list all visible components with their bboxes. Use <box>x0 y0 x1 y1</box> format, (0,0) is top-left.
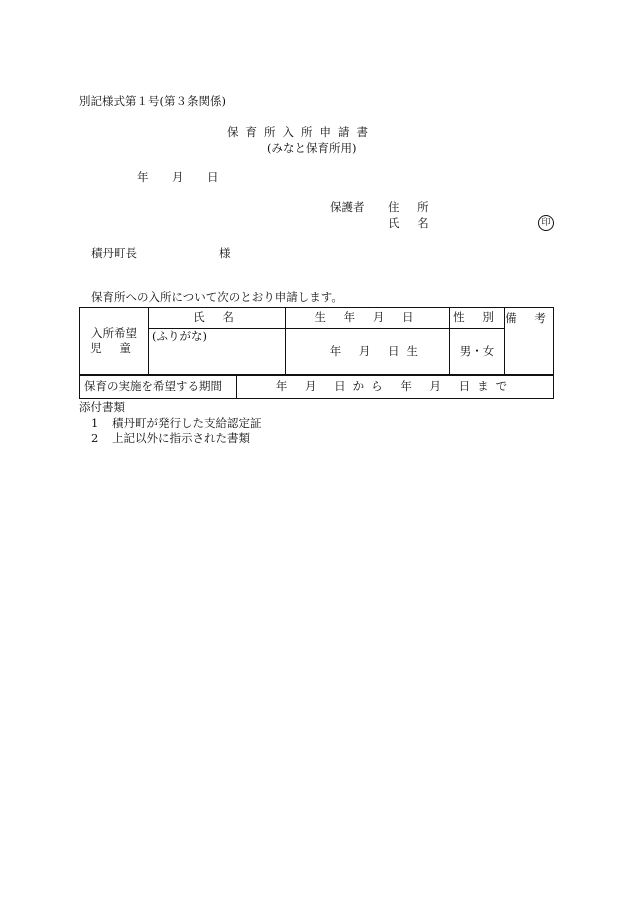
date-year: 年 <box>137 170 149 184</box>
attachment-item: 1 積丹町が発行した支給認定証 <box>91 416 262 430</box>
child-birthdate-cell[interactable]: 年 月 日生 <box>286 329 450 375</box>
birthdate-header: 生 年 月 日 <box>286 308 450 329</box>
form-number: 別記様式第１号(第３条関係) <box>79 94 226 108</box>
child-name-cell[interactable] <box>149 329 286 375</box>
name-header: 氏 名 <box>149 308 286 329</box>
sex-header: 性 別 <box>450 308 505 329</box>
remarks-cell <box>505 308 554 375</box>
intro-text: 保育所への入所について次のとおり申請します。 <box>91 290 343 304</box>
attachments-heading: 添付書類 <box>79 400 125 414</box>
child-row-label: 入所希望 児 童 <box>80 308 149 375</box>
attachment-item: 2 上記以外に指示された書類 <box>91 431 250 445</box>
form-subtitle: (みなと保育所用) <box>267 141 357 155</box>
addressee-honorific: 様 <box>219 246 231 260</box>
guardian-label: 保護者 <box>330 200 365 214</box>
child-info-table <box>79 307 554 375</box>
date-month: 月 <box>172 170 184 184</box>
guardian-address-label: 住 所 <box>388 200 436 214</box>
child-sex-cell[interactable]: 男・女 <box>450 329 505 375</box>
period-table <box>79 375 554 399</box>
guardian-name-label: 氏 名 <box>388 216 436 230</box>
date-day: 日 <box>207 170 219 184</box>
period-label: 保育の実施を希望する期間 <box>80 376 237 399</box>
remarks-header: 備 考 <box>505 311 553 325</box>
furigana-label: (ふりがな) <box>152 329 207 343</box>
seal-mark: 印 <box>538 215 554 231</box>
form-title: 保育所入所申請書 <box>227 125 375 139</box>
addressee-name: 積丹町長 <box>91 246 137 260</box>
period-value[interactable]: 年 月 日から 年 月 日まで <box>237 376 554 399</box>
